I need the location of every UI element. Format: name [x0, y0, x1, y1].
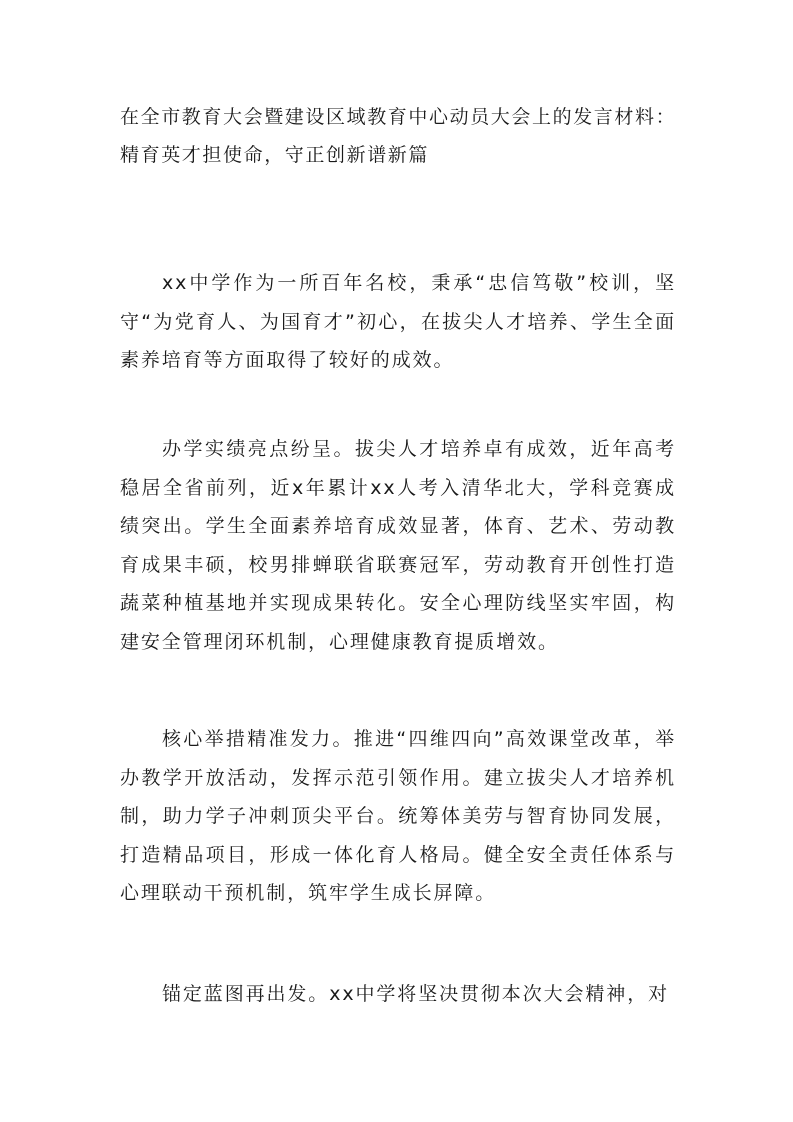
- paragraph-intro: xx中学作为一所百年名校，秉承“忠信笃敬”校训，坚守“为党育人、为国育才”初心，在拔尖人才培养、学生全面素养培育等方面取得了较好的成效。: [120, 272, 676, 371]
- paragraph-outlook: 锚定蓝图再出发。xx中学将坚决贯彻本次大会精神，对: [162, 983, 669, 1005]
- paragraph-measures: 核心举措精准发力。推进“四维四向”高效课堂改革，举办教学开放活动，发挥示范引领作用。建立拔尖人才培养机制，助力学子冲刺顶尖平台。统筹体美劳与智育协同发展，打造精品项目，形成一体化育人格局。健全安全责任体系与心理联动干预机制，筑牢学生成长屏障。: [120, 728, 676, 904]
- paragraph-achievements: 办学实绩亮点纷呈。拔尖人才培养卓有成效，近年高考稳居全省前列，近x年累计xx人考入清华北大，学科竞赛成绩突出。学生全面素养培育成效显著，体育、艺术、劳动教育成果丰硕，校男排蝉联省联赛冠军，劳动教育开创性打造蔬菜种植基地并实现成果转化。安全心理防线坚实牢固，构建安全管理闭环机制，心理健康教育提质增效。: [120, 438, 676, 653]
- document-title: 在全市教育大会暨建设区域教育中心动员大会上的发言材料：精育英才担使命，守正创新谱新篇: [120, 106, 677, 166]
